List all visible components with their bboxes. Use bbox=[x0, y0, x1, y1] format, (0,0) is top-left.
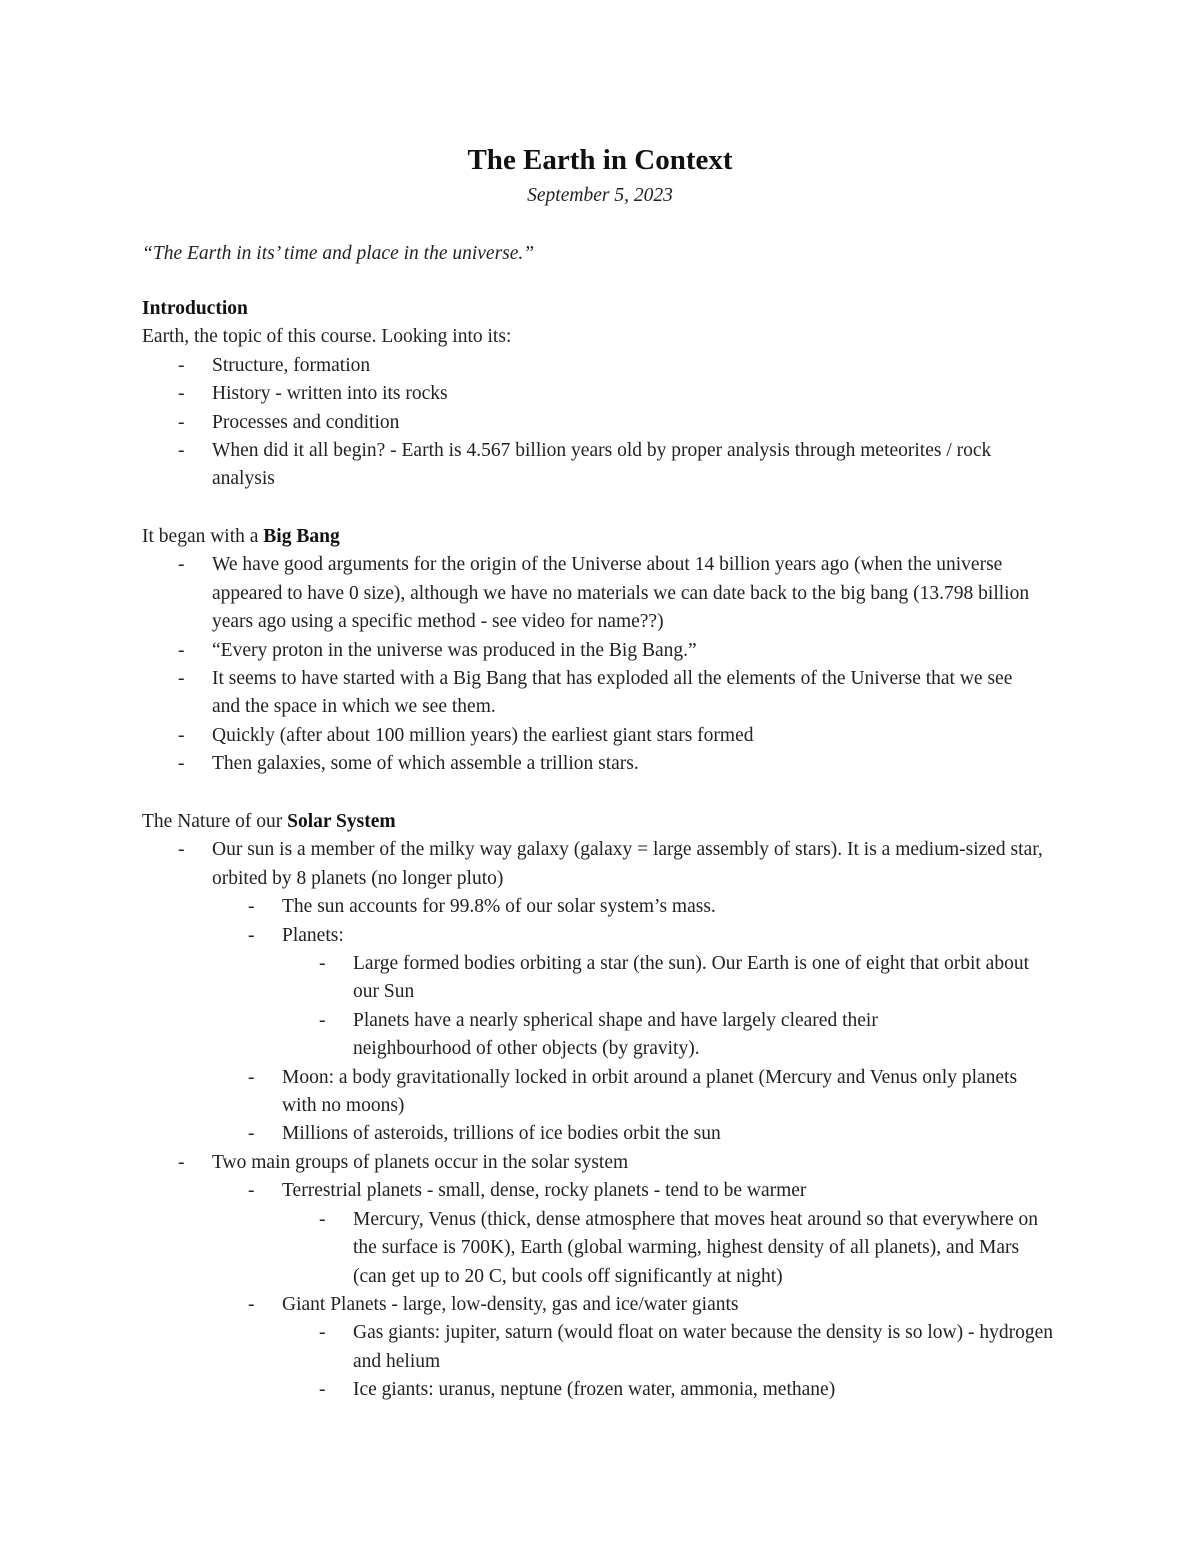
bigbang-section bbox=[142, 523, 1072, 779]
solar-lead-bold: Solar System bbox=[287, 811, 396, 832]
intro-list bbox=[142, 352, 1072, 494]
document-title: The Earth in Context bbox=[467, 144, 733, 176]
list-item: - Processes and condition bbox=[212, 409, 1052, 437]
intro-section bbox=[142, 295, 1072, 494]
list-item: - Large formed bodies orbiting a star (the sun). Our Earth is one of eight that orbit about our Sun bbox=[353, 950, 1053, 1007]
solar-lead-text: The Nature of our bbox=[142, 811, 288, 832]
list-item: - Terrestrial planets - small, dense, rocky planets - tend to be warmer bbox=[282, 1177, 1052, 1205]
solar-heading bbox=[142, 808, 1072, 836]
epigraph-quote: “The Earth in its’ time and place in the universe.” bbox=[142, 243, 535, 264]
document-date: September 5, 2023 bbox=[527, 185, 673, 206]
list-item: - Then galaxies, some of which assemble a trillion stars. bbox=[212, 750, 1052, 778]
list-item: - Quickly (after about 100 million years) the earliest giant stars formed bbox=[212, 722, 1052, 750]
list-item: - Gas giants: jupiter, saturn (would float on water because the density is so low) - hydrogen and helium bbox=[353, 1319, 1053, 1376]
solar-list bbox=[142, 836, 1072, 1404]
list-item: - Planets have a nearly spherical shape and have largely cleared their neighbourhood of other objects (by gravity). bbox=[353, 1007, 953, 1064]
list-item: - It seems to have started with a Big Bang that has exploded all the elements of the Universe that we see and the space in which we see them. bbox=[212, 665, 1042, 722]
bigbang-heading bbox=[142, 523, 1072, 551]
intro-lead: Earth, the topic of this course. Looking into its: bbox=[142, 326, 512, 348]
list-item: - Millions of asteroids, trillions of ice bodies orbit the sun bbox=[282, 1120, 1052, 1148]
bigbang-lead-bold: Big Bang bbox=[263, 526, 340, 547]
list-item: - Two main groups of planets occur in the solar system bbox=[212, 1149, 1052, 1177]
list-item: - The sun accounts for 99.8% of our solar system’s mass. bbox=[282, 893, 1052, 921]
list-item: - When did it all begin? - Earth is 4.567 billion years old by proper analysis through meteorites / rock analysis bbox=[212, 437, 1042, 494]
intro-heading: Introduction bbox=[142, 298, 248, 319]
list-item: - Moon: a body gravitationally locked in orbit around a planet (Mercury and Venus only planets with no moons) bbox=[282, 1064, 1052, 1121]
bigbang-list bbox=[142, 551, 1072, 778]
list-item: - Ice giants: uranus, neptune (frozen water, ammonia, methane) bbox=[353, 1376, 1053, 1404]
list-item: - Giant Planets - large, low-density, gas and ice/water giants bbox=[282, 1291, 1052, 1319]
list-item: - Planets: bbox=[282, 922, 1052, 950]
bigbang-lead-text: It began with a bbox=[142, 526, 264, 547]
list-item: - Mercury, Venus (thick, dense atmosphere that moves heat around so that everywhere on the surface is 700K), Earth (global warming, highest density of all planets), and Mars (can get up to 20 C, but cools off significantly at night) bbox=[353, 1206, 1053, 1291]
list-item: - Structure, formation bbox=[212, 352, 1052, 380]
list-item: - “Every proton in the universe was produced in the Big Bang.” bbox=[212, 637, 1052, 665]
solar-section bbox=[142, 808, 1072, 1405]
list-item: - History - written into its rocks bbox=[212, 380, 1052, 408]
list-item: - Our sun is a member of the milky way galaxy (galaxy = large assembly of stars). It is a medium-sized star, orbited by 8 planets (no longer pluto) bbox=[212, 836, 1062, 893]
list-item: - We have good arguments for the origin of the Universe about 14 billion years ago (when the universe appeared to have 0 size), although we have no materials we can date back to the big bang (13.798 billion years ago using a specific method - see video for name??) bbox=[212, 551, 1032, 636]
